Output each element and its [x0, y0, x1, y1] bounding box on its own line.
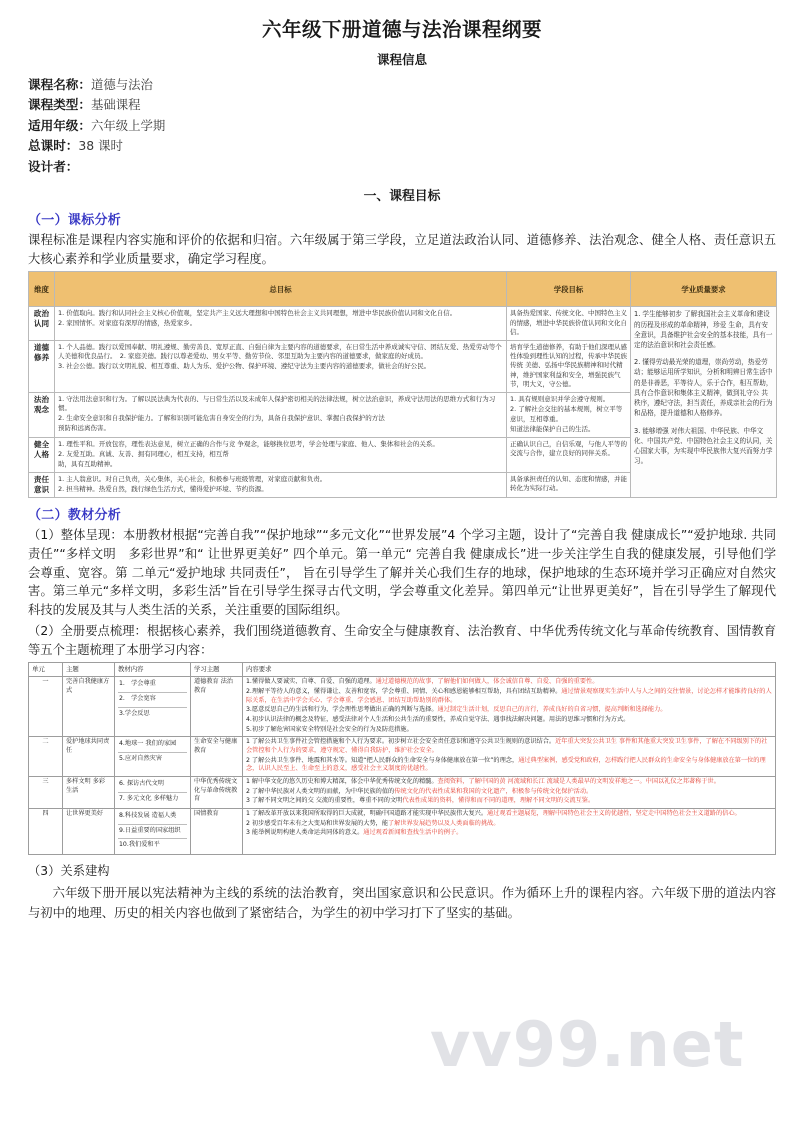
stage-goal-moral-cultivation — [507, 340, 631, 392]
stage-line: 知道法律能保护自己的生活。 — [510, 424, 595, 433]
requirement-line — [246, 829, 772, 838]
goal-line: 预防和远离伤害。 — [58, 424, 110, 433]
course-info-value: 道德与法治 — [90, 77, 153, 92]
material-item: 5.应对自然灾害 — [119, 754, 163, 762]
requirement-plain: 2 了解中华民族对人类文明的而献，为中华民族的值的 — [246, 787, 395, 795]
requirement-line — [246, 678, 772, 687]
requirement-highlight: 近年重大突发公共卫生 事件和其他重大突发卫生事件，了解在不同级别下的社会管控和个人行为的要求，遵守规定、懂得自我防护，维护社会安全。 — [246, 738, 768, 754]
column-header-learning-theme: 学习主题 — [191, 663, 243, 677]
goal-line: 1. 理性平和。开放包容，理性表达意见，树立正确的合作与竞 争观念，能够换位思考，学会处理与家庭、他人、集体和社会的关系。 — [58, 439, 439, 448]
requirement-plain: 2 了解公共卫生事件、地震和其水等。知道“把人民群众的生命安全与身体健康放在第一位”的理念， — [246, 756, 519, 764]
course-info-item — [28, 136, 776, 156]
stage-line: 具备热爱国家、传统文化、中国特色主义的情感，增进中华民族价值认同和文化自信。 — [510, 309, 627, 336]
material-item: 8.科技发展 造福人类 — [118, 810, 187, 825]
unit-materials — [115, 677, 191, 737]
requirement-highlight: 通过制定生活计划，反思自己的言行，养成良好的自省习惯，提高判断和选择能力。 — [437, 706, 667, 714]
unit-content-requirements — [243, 677, 776, 737]
relationship-section — [28, 862, 776, 924]
stage-line: 具备承担责任的认知、态度和情感，并能转化为实际行动。 — [510, 475, 627, 493]
requirement-highlight: 通过观看主题展览，理解中国特色社会主义的优越性，坚定走中国特色社会主义道路的信心。 — [487, 809, 741, 817]
unit-content-requirements — [243, 808, 776, 854]
unit-learning-theme: 中华优秀传统文化与革命传统教育 — [191, 776, 243, 808]
column-header-topic: 主题 — [63, 663, 115, 677]
requirement-line — [246, 726, 772, 735]
column-header-dimension: 维度 — [29, 272, 55, 307]
unit-learning-theme: 道德教育 法治教育 — [191, 677, 243, 737]
goal-line: 2. 友爱互助。真诚、友善、拥有同理心，相互支持，相互帮 — [58, 450, 229, 459]
course-info-item — [28, 95, 776, 115]
column-header-content-requirement: 内容要求 — [243, 663, 776, 677]
section-heading-course-goals: 一、课程目标 — [363, 188, 441, 204]
course-info-list — [28, 75, 776, 177]
quality-requirements-cell — [631, 307, 777, 498]
stage-line: 1. 具有规则意识并学会遵守规则。 — [510, 395, 610, 404]
requirement-plain: 1 解中华文化的悠久历史和博大精深，体会中华优秀传统文化的精髓。 — [246, 777, 438, 785]
unit-number: 四 — [29, 808, 63, 854]
course-info-label: 课程名称： — [28, 77, 91, 92]
goal-line: 2. 担当精神。热爱自然，践行绿色生活方式，懂得爱护环境、节约资源。 — [58, 485, 268, 494]
course-info-heading: 课程信息 — [376, 52, 427, 67]
requirement-plain: 1 了解改革开放以来我国所取得的巨大成就，明确中国道路才能实现中华民族伟大复兴。 — [246, 809, 488, 817]
stage-line: 培育学生道德修养，有助于他们深理从感性体验到理性认知的过程，传承中华民族传统 美德、弘扬中华民族精神和时代精神，维护国家利益和安全，增强民族气节，明大义，守公德。 — [510, 342, 627, 388]
requirement-line — [246, 706, 772, 715]
unit-number: 一 — [29, 677, 63, 737]
textbook-analysis-paragraph-1: （1）整体呈现：本册教材根据“完善自我”“保护地球”“多元文化”“世界发展”4 个学习主题，设计了“完善自我 健康成长”“爱护地球. 共同责任”“多样文明 多彩世界”和“ 让世界更美好” 四个单元。第一单元“ 完善自我 健康成长”进一步关注学生自我的健康发展，引导他们学会尊重、宽容。第 二单元“爱护地球 共同责任”， 旨在引导学生了解并关心我们生存的地球，保护地球的生态环境并学习正确应对自然灾害。第三单元“多样文明，多彩生活”旨在引导学生探寻古代文明，学会尊重文化差异。第四单元“让世界更美好”，旨在引导学生了解现代科技的发展及其与人类生活的关系，关注重要的国际组织。 — [28, 528, 776, 618]
watermark: vv99.net — [430, 1008, 745, 1081]
table-row — [29, 808, 776, 854]
unit-materials — [115, 776, 191, 808]
requirement-highlight: 通过道德模范的故事，了解他们如何做人，体会诚信自尊、自爱、自强的重要性。 — [375, 678, 599, 686]
column-header-stage-goal: 学段目标 — [507, 272, 631, 307]
requirement-plain: 3.愿意反思自己的生活和行为，学会理性思考做出正确的判断与选择。 — [246, 706, 438, 714]
stage-goal-sound-personality — [507, 437, 631, 472]
course-info-item — [28, 75, 776, 95]
goal-line: 助，具有互助精神。 — [58, 460, 117, 469]
requirement-highlight: 通过典型案例，感受党和政府，怎样践行把人民群众的生命安全与身体健康放在第一位的理念，认识人民至上、生命至上的意义，感受社会主义制度的优越性。 — [246, 756, 766, 773]
requirement-plain: 2.理解平等待人的意义，懂得谦让、友善和宽容，学会尊重、同情、关心和感恩能够相互帮助，具有团结互助精神。 — [246, 687, 562, 695]
requirement-line — [246, 778, 772, 787]
material-item: 6. 探访古代文明 — [118, 778, 187, 793]
goal-line: 1. 价值取向。践行和认同社会主义核心价值观，坚定共产主义远大理想和中国特色社会主义共同理想，增进中华民族价值认同和文化自信。 — [58, 309, 457, 318]
requirement-plain: 4.初步认识法律的概念及特征，感受法律对个人生活和公共生活的重要性，养成自觉守法、遇事找法解决问题。用法的思维习惯和行为方式。 — [246, 715, 630, 723]
quality-line: 3. 能够增强 对伟大祖国、中华民族、中华文化、中国共产党、中国特色社会主义的认同，关心国家大事，为实现中华民族伟大复兴而努力学习。 — [634, 426, 773, 466]
requirement-highlight: 通过观看新闻和查找生活中的例子。 — [363, 829, 463, 837]
standard-analysis-paragraph: 课程标准是课程内容实施和评价的依据和归宿。六年级属于第三学段，立足道法政治认同、道德修养、法治观念、健全人格、责任意识五大核心素养和学业质量要求，确定学习程度。 — [28, 232, 776, 266]
unit-topic: 多样文明 多彩生活 — [63, 776, 115, 808]
column-header-quality-requirement: 学业质量要求 — [631, 272, 777, 307]
requirement-line — [246, 688, 772, 705]
table-header-row — [29, 663, 776, 677]
unit-number: 二 — [29, 737, 63, 777]
quality-line: 2. 懂得劳动最光荣的道理，崇尚劳动，热爱劳动；能够运用所学知识，分析和明辨日常生活中 的是非善恶，平等待人，乐于合作，相互帮助，具有合作意识和集体主义精神，做到礼守公 共秩序，遵纪守法，担当责任，养成亲社会的行为和品格，提升道德和人格修养。 — [634, 358, 773, 418]
table-row — [29, 677, 776, 737]
overall-goal-responsibility — [55, 473, 507, 498]
requirement-line — [246, 757, 772, 774]
course-info-value: 六年级上学期 — [90, 117, 166, 133]
table-row — [29, 737, 776, 777]
dimension-rule-of-law: 法治观念 — [29, 393, 55, 438]
overall-goal-political-identity — [55, 307, 507, 341]
table-row — [29, 307, 777, 341]
dimension-political-identity: 政治认同 — [29, 307, 55, 341]
requirement-plain: 1 了解公共卫生事件社会管控措施和个人行为要求。初步树立社会安全责任意识和遵守公共卫生规则的意识结合。 — [246, 738, 556, 746]
course-info-label: 总课时： — [28, 138, 79, 154]
unit-topic: 完善自我健康方式 — [63, 677, 115, 737]
course-info-label: 适用年级： — [28, 117, 91, 133]
overall-goal-moral-cultivation — [55, 340, 507, 392]
material-item: 3.学会反思 — [119, 709, 150, 717]
requirement-highlight: 了解世界发展趋势以及人类面临的挑战。 — [388, 819, 500, 827]
unit-content-requirements — [243, 737, 776, 777]
textbook-analysis-paragraph-2: （2）全册要点梳理：根据核心素养，我们围绕道德教育、生命安全与健康教育、法治教育、中华优秀传统文化与革命传统教育、国情教育等五个主题梳理了本册学习内容： — [28, 623, 776, 657]
core-literacy-goals-table — [28, 271, 777, 498]
material-item: 1. 学会尊重 — [118, 678, 187, 693]
dimension-moral-cultivation: 道德修养 — [29, 340, 55, 392]
unit-content-requirements — [243, 776, 776, 808]
material-item: 7. 多元文化 多样魅力 — [119, 794, 179, 802]
stage-goal-responsibility — [507, 473, 631, 498]
goal-line: 2. 生命安全意识和自我保护能力。了解和识别可能危害自身安全的行为，具备自我保护意识、掌握自我保护的方法 — [58, 414, 385, 423]
requirement-plain: 1.懂得做人要诚实、自尊、自爱、自强的道理。 — [246, 678, 376, 686]
table-row — [29, 776, 776, 808]
requirement-plain: 5.初步了解危害国家安全特别是社会安全的行为及防范措施。 — [246, 725, 413, 733]
subsection-heading-standard-analysis: （一）课标分析 — [28, 212, 122, 228]
course-info-item — [28, 116, 776, 136]
material-item: 2. 学会宽容 — [118, 693, 187, 708]
column-header-overall-goal: 总目标 — [55, 272, 507, 307]
course-info-label: 课程类型： — [28, 97, 91, 113]
goal-line: 3. 社会公德。践行以文明礼貌、相互尊重、助人为乐、爱护公物、保护环境、遵纪守法为主要内容的道德要求，做社会的好公民。 — [58, 362, 431, 371]
course-info-value: 38 课时 — [78, 138, 123, 154]
unit-number: 三 — [29, 776, 63, 808]
requirement-highlight: 通过情景观察现实生活中人与人之间的交往情景，讨论怎样才能维持良好的人际关系，在生活中学会关心、学会尊重、学会感恩、团结互助帮助别的群体。 — [246, 687, 772, 704]
requirement-plain: 3 了解不同文明之间的交 交流的重要性，尊重不同的文明 — [246, 797, 403, 805]
goal-line: 1. 主人翁意识。对自己负责，关心集体，关心社会，积极参与班级管理，对家庭贡献和负责。 — [58, 475, 327, 484]
table-header-row — [29, 272, 777, 307]
unit-learning-theme: 生命安全与健康教育 — [191, 737, 243, 777]
page-title: 六年级下册道德与法治课程纲要 — [261, 18, 542, 41]
column-header-material: 教材内容 — [115, 663, 191, 677]
requirement-plain: 2 初步感受百年未有之大变局和世界发展的大势，能 — [246, 819, 389, 827]
overall-goal-sound-personality — [55, 437, 507, 472]
material-item: 9.日益重要的国家组织 — [118, 825, 187, 840]
dimension-sound-personality: 健全人格 — [29, 437, 55, 472]
requirement-line — [246, 788, 772, 797]
relationship-paragraph: 六年级下册开展以宪法精神为主线的系统的法治教育，突出国家意识和公民意识。作为循环上升的课程内容。六年级下册的道法内容与初中的地理、历史的相关内容也做到了紧密结合，为学生的初中学习打下了坚实的基础。 — [28, 885, 776, 920]
requirement-line — [246, 716, 772, 725]
dimension-responsibility: 责任意识 — [29, 473, 55, 498]
stage-goal-rule-of-law — [507, 393, 631, 438]
goal-line: 1. 个人品德。践行以爱国奉献、明礼遵规、勤劳善良、宽厚正直、自强自律为主要内容的道德要求，在日常生活中养成诚实守信、团结友爱、热爱劳动等个人美德和优良品行。 2. 家庭美德。践行以尊老爱幼、男女平等、勤劳节俭、邻里互助为主要内容的道德要求，做家庭的好成员。 — [58, 342, 502, 361]
stage-goal-political-identity — [507, 307, 631, 341]
requirement-line — [246, 738, 772, 755]
goal-line: 2. 家国情怀。对家庭有深厚的情感，热爱家乡。 — [58, 319, 197, 328]
unit-topic: 让世界更美好 — [63, 808, 115, 854]
course-info-label: 设计者： — [28, 158, 79, 174]
requirement-highlight: 传统文化的代表性成果和我国的文化遗产，积极参与传统文化保护活动。 — [394, 787, 593, 795]
unit-learning-theme: 国情教育 — [191, 808, 243, 854]
unit-materials — [115, 737, 191, 777]
material-item: 10.我们爱和平 — [119, 841, 160, 849]
requirement-line — [246, 820, 772, 829]
requirement-line — [246, 797, 772, 806]
stage-line: 2. 了解社会交往的基本规则，树立平等意识，互相尊重。 — [510, 405, 623, 423]
requirement-line — [246, 810, 772, 819]
course-info-item — [28, 157, 776, 177]
quality-line: 1. 学生能够初步 了解我国社会主义革命和建设的历程及形成的革命精神，珍爱 生命，具有安全意识，具备维护社会安全的基本技能，具有一定的法治意识和社会责任感。 — [634, 310, 773, 349]
unit-topic: 爱护地球共同责任 — [63, 737, 115, 777]
requirement-plain: 3 能举例说明构建人类命运共同体的意义。 — [246, 829, 364, 837]
unit-materials — [115, 808, 191, 854]
column-header-unit: 单元 — [29, 663, 63, 677]
goal-line: 1. 守法用法意识和行为。了解以民法典为代表的、与日常生活以及未成年人保护密切相关的法律法规，树立法治意识，养成守法用法的思维方式和行为习惯。 — [58, 395, 496, 413]
requirement-highlight: 查阅资料，了解中国的黄 河流域和长江 流域是人类最早的文明发祥地之一。中国以礼仪之邦著称于世。 — [437, 777, 720, 785]
course-info-value: 基础课程 — [90, 97, 141, 113]
unit-breakdown-table — [28, 662, 776, 855]
material-item: 4.地球一 我们的家园 — [118, 738, 187, 753]
requirement-highlight: 代表性成果的资料，懂得和而不同的道理，理解不同文明的交流互鉴。 — [402, 797, 595, 805]
stage-line: 正确认识自己，自信乐观，与他人平等的交流与合作，建立良好的同伴关系。 — [510, 439, 627, 458]
overall-goal-rule-of-law — [55, 393, 507, 438]
subsection-heading-textbook-analysis: （二）教材分析 — [28, 508, 122, 524]
subsection-heading-relationship: （3）关系建构 — [28, 863, 110, 878]
